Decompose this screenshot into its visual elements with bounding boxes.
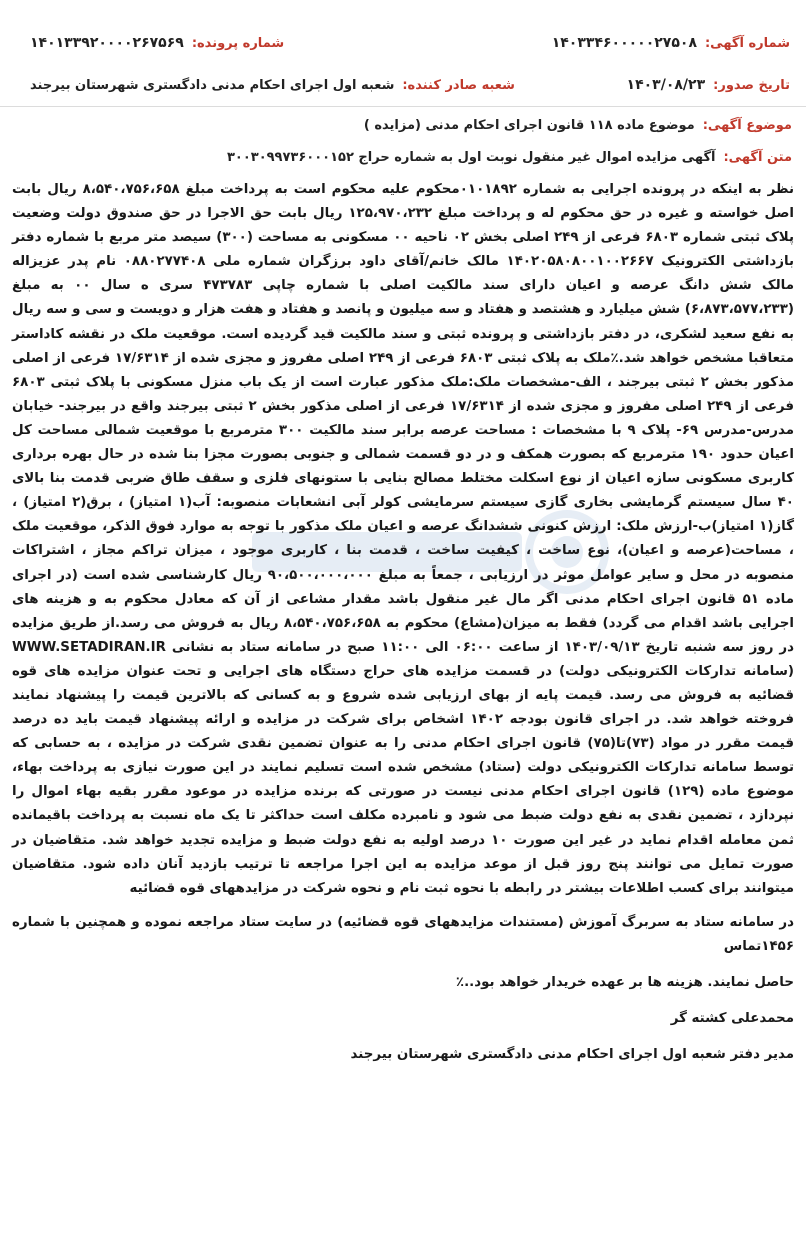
ad-text-value: آگهی مزایده اموال غیر منقول نوبت اول به شماره حراج ۳۰۰۳۰۹۹۷۳۶۰۰۰۱۵۲ [226,150,716,165]
issue-date-label: تاریخ صدور: [713,77,790,93]
header-row-1 [10,30,796,56]
subject-value: موضوع ماده ۱۱۸ قانون اجرای احکام مدنی (مزایده ) [363,118,695,133]
body-paragraph-main: نظر به اینکه در پرونده اجرایی به شماره ۰۱۰۱۸۹۲محکوم علیه محکوم است به پرداخت مبلغ ۸،۵۴۰،۷۵۶،۶۵۸ ریال بابت اصل خواسته و غیره در حق محکوم له و پرداخت مبلغ ۱۲۵،۹۷۰،۲۳۲ ریال بابت حق الاجرا در حق صندوق دولت وضعیت پلاک ثبتی شماره ۶۸۰۳ فرعی از ۲۴۹ اصلی بخش ۰۲ ناحیه ۰۰ مسکونی به مساحت (۳۰۰) سیصد متر مربع با شماره دفتر بازداشتی الکترونیک ۱۴۰۲۰۵۸۰۸۰۰۱۰۰۲۶۶۷ مالک خانم/آقای داود برزگران شماره ملی ۰۸۸۰۲۷۷۴۰۸ نام پدر عزیزاله مالک شش دانگ عرصه و اعیان دارای سند مالکیت اصلی با شماره چاپی ۴۷۳۷۸۳ سری ه سال ۰۰ به مبلغ (۶،۸۷۳،۵۷۷،۲۳۳) شش میلیارد و هشتصد و هفتاد و سه میلیون و پانصد و هفتاد و هفت هزار و دویست و سی و سه ریال به نفع سعید لشکری، در دفتر بازداشتی و پرونده ثبتی و سند مالکیت قید گردیده است. موقعیت ملک در نقشه کاداستر متعاقبا مشخص خواهد شد.٪ملک به پلاک ثبتی ۶۸۰۳ فرعی از ۲۴۹ اصلی مفروز و مجزی شده از ۱۷/۶۳۱۴ فرعی از اصلی مذکور بخش ۲ ثبتی بیرجند ، الف-مشخصات ملک:ملک مذکور عبارت است از یک باب منزل مسکونی با پلاک ثبتی ۶۸۰۳ فرعی از ۲۴۹ اصلی مفروز و مجزی شده از ۱۷/۶۳۱۴ فرعی از اصلی مذکور بخش ۲ ثبتی بیرجند واقع در بیرجند- خیابان مدرس-مدرس ۶۹- پلاک ۹ با مشخصات : مساحت عرصه برابر سند مالکیت ۳۰۰ مترمربع با موقعیت شمالی مساحت کل اعیان حدود ۱۹۰ مترمربع که بصورت همکف و در دو قسمت شمالی و جنوبی بصورت مجزا بنا شده در حال بهره برداری کاربری مسکونی سازه اعیان از نوع اسکلت مختلط مصالح بنایی با ستونهای فلزی و سقف طاق ضربی قدمت بنا بالای ۴۰ سال سیستم گرمایشی بخاری گازی سیستم سرمایشی کولر آبی انشعابات منصوبه: آب(۱ امتیاز) ، برق(۲ امتیاز) ، گاز(۱ امتیاز)ب-ارزش ملک: ارزش کنونی ششدانگ عرصه و اعیان ملک مذکور با توجه به موارد فوق الذکر، موقعیت ملک ، مساحت(عرصه و اعیان)، نوع ساخت ، کیفیت ساخت ، قدمت بنا ، کاربری موجود ، میزان تراکم مجاز ، اشتراکات منصوبه در محل و سایر عوامل موثر در ارزیابی ، جمعاً به مبلغ ۹۰،۵۰۰،۰۰۰،۰۰۰ ریال کارشناسی شده است (در اجرای ماده ۵۱ قانون اجرای احکام مدنی اگر مال غیر منقول باشد مقدار مشاعی از آن که معادل محکوم به و هزینه های اجرایی باشد اقدام می گردد) فقط به میزان(مشاع) محکوم به ۸،۵۴۰،۷۵۶،۶۵۸ ریال به فروش می رسد.از طریق مزایده در روز سه شنبه تاریخ ۱۴۰۳/۰۹/۱۳ از ساعت ۰۶:۰۰ الی ۱۱:۰۰ صبح در سامانه ستاد به نشانی WWW.SETADIRAN.IR (سامانه تدارکات الکترونیکی دولت) در قسمت مزایده های حراج دستگاه های اجرایی و تحت عنوان مزایده های قوه قضائیه به فروش می رسد. قیمت پایه از بهای ارزیابی شده شروع و به کسانی که بالاترین قیمت را پیشنهاد نمایند فروخته خواهد شد. در اجرای قانون بودجه ۱۴۰۲ اشخاص برای شرکت در مزایده و ارائه پیشنهاد قیمت باید ده درصد قیمت مقرر در مواد (۷۳)تا(۷۵) قانون اجرای احکام مدنی را به عنوان تضمین نقدی شرکت در مزایده ، به حسابی که توسط سامانه تدارکات الکترونیکی دولت (ستاد) مشخص شده است تسلیم نمایند در این صورت نیازی به پرداخت بهاء، موضوع ماده (۱۲۹) قانون اجرای احکام مدنی نیست در صورتی که برنده مزایده در موعود مقرر بقیه بهاء اموال را نپردازد ، تضمین نقدی به نفع دولت ضبط می شود و نامبرده مکلف است حداکثر تا یک ماه نسبت به پرداخت باقیمانده ثمن معامله اقدام نماید در غیر این صورت ۱۰ درصد اولیه به نفع دولت ضبط و مزایده تجدید خواهد شد. متقاضیان در صورت تمایل می توانند پنج روز قبل از موعد مزایده به این اجرا مراجعه تا ترتیب بازدید آنان داده شود. متقاضیان میتوانند برای کسب اطلاعات بیشتر در رابطه با نحوه ثبت نام و نحوه شرکت در مزایدههای قوه قضائیه [12,182,795,896]
case-number-value: ۱۴۰۱۳۳۹۲۰۰۰۰۲۶۷۵۶۹ [30,35,184,51]
issue-date-value: ۱۴۰۳/۰۸/۲۳ [626,77,706,93]
issue-date [627,77,790,93]
ad-number-label: شماره آگهی: [704,35,790,51]
issuer [30,78,515,93]
signer-name: محمدعلی کشته گر [670,1011,794,1027]
ad-text-row [227,150,792,165]
body-paragraph-costs: حاصل نمایند. هزینه ها بر عهده خریدار خواهد بود..٪ [455,975,794,990]
ad-number-value: ۱۴۰۳۳۴۶۰۰۰۰۰۲۷۵۰۸ [551,35,697,51]
ad-number [552,35,790,51]
case-number [30,35,284,51]
issuer-value: شعبه اول اجرای احکام مدنی دادگستری شهرستان بیرجند [30,77,395,93]
signer-title: مدیر دفتر شعبه اول اجرای احکام مدنی دادگستری شهرستان بیرجند [350,1047,794,1063]
header-divider [0,106,806,107]
case-number-label: شماره پرونده: [191,35,285,51]
subject-label: موضوع آگهی: [702,118,792,133]
header-row-2 [10,72,796,98]
subject-row [364,118,792,133]
issuer-label: شعبه صادر کننده: [402,77,515,93]
ad-text-label: متن آگهی: [723,150,792,165]
notice-body [12,178,794,1077]
body-paragraph-contact: در سامانه ستاد به سربرگ آموزش (مستندات مزایدههای قوه قضائیه) در سایت ستاد مراجعه نموده و همچنین با شماره ۱۴۵۶تماس [12,914,794,954]
